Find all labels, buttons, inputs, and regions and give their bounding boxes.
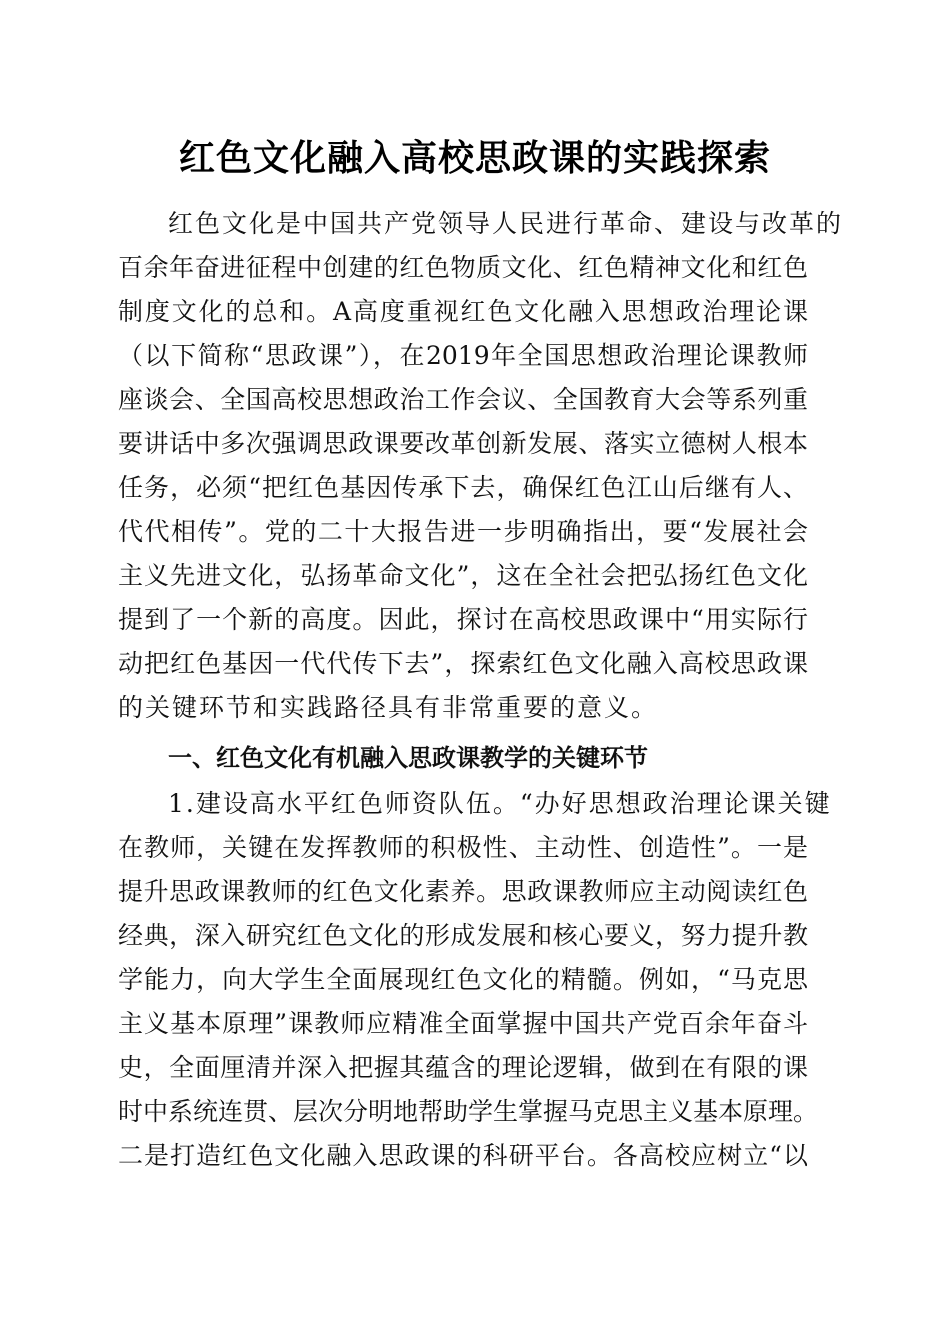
paragraph-line: 经典，深入研究红色文化的形成发展和核心要义，努力提升教: [118, 921, 808, 950]
paragraph-line: 提到了一个新的高度。因此，探讨在高校思政课中“用实际行: [118, 605, 808, 634]
paragraph-line: 百余年奋进征程中创建的红色物质文化、红色精神文化和红色: [118, 253, 808, 282]
paragraph-line: 主义先进文化，弘扬革命文化”，这在全社会把弘扬红色文化: [118, 561, 808, 590]
paragraph-line: 提升思政课教师的红色文化素养。思政课教师应主动阅读红色: [118, 877, 808, 906]
paragraph-line: （以下简称“思政课”），在2019年全国思想政治理论课教师: [118, 341, 808, 370]
paragraph-line: 时中系统连贯、层次分明地帮助学生掌握马克思主义基本原理。: [118, 1097, 819, 1126]
paragraph-line: 的关键环节和实践路径具有非常重要的意义。: [118, 693, 659, 722]
paragraph-line: 要讲话中多次强调思政课要改革创新发展、落实立德树人根本: [118, 429, 808, 458]
paragraph-line: 主义基本原理”课教师应精准全面掌握中国共产党百余年奋斗: [118, 1009, 808, 1038]
paragraph-line: 制度文化的总和。A高度重视红色文化融入思想政治理论课: [118, 297, 808, 326]
paragraph-line: 红色文化是中国共产党领导人民进行革命、建设与改革的: [168, 209, 844, 238]
paragraph-line: 史，全面厘清并深入把握其蕴含的理论逻辑，做到在有限的课: [118, 1053, 808, 1082]
paragraph-line: 学能力，向大学生全面展现红色文化的精髓。例如，“马克思: [118, 965, 808, 994]
paragraph-line: 座谈会、全国高校思想政治工作会议、全国教育大会等系列重: [118, 385, 808, 414]
paragraph-line: 1.建设高水平红色师资队伍。“办好思想政治理论课关键: [168, 789, 832, 818]
paragraph-line: 代代相传”。党的二十大报告进一步明确指出，要“发展社会: [118, 517, 808, 546]
paragraph-line: 在教师，关键在发挥教师的积极性、主动性、创造性”。一是: [118, 833, 808, 862]
paragraph-line: 二是打造红色文化融入思政课的科研平台。各高校应树立“以: [118, 1141, 808, 1170]
paragraph-line: 任务，必须“把红色基因传承下去，确保红色江山后继有人、: [118, 473, 808, 502]
section-heading: 一、红色文化有机融入思政课教学的关键环节: [168, 744, 648, 772]
paragraph-line: 动把红色基因一代代传下去”，探索红色文化融入高校思政课: [118, 649, 808, 678]
document-title: 红色文化融入高校思政课的实践探索: [178, 137, 771, 179]
